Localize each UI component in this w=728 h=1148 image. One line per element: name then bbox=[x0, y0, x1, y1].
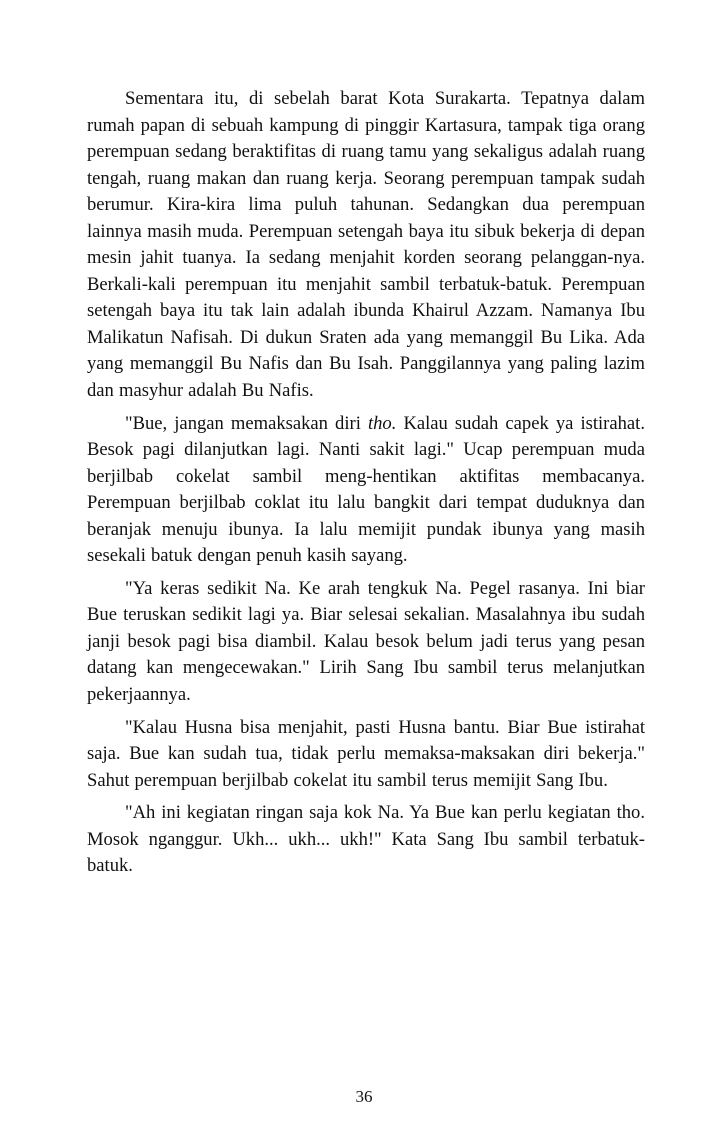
italic-word: tho. bbox=[367, 412, 397, 434]
paragraph-text: "Bue, jangan memaksakan diri bbox=[125, 412, 368, 434]
paragraph-text: "Ya keras sedikit Na. Ke arah tengkuk Na. Pegel rasanya. Ini biar Bue teruskan sedikit lagi ya. Biar selesai sekalian. Masalahnya ibu sudah janji besok pagi bisa diambil. Kalau besok belum jadi terus yang pesan datang kan mengecewakan." Lirih Sang Ibu sambil terus melanjutkan pekerjaannya. bbox=[87, 577, 645, 706]
paragraph-4 bbox=[87, 715, 645, 795]
paragraph-text: "Kalau Husna bisa menjahit, pasti Husna bantu. Biar Bue istirahat saja. Bue kan sudah tua, tidak perlu memaksa-maksakan diri bekerja." Sahut perempuan berjilbab cokelat itu sambil terus memijit Sang Ibu. bbox=[87, 716, 645, 791]
paragraph-text: Sementara itu, di sebelah barat Kota Surakarta. Tepatnya dalam rumah papan di sebuah kampung di pinggir Kartasura, tampak tiga orang perempuan sedang beraktifitas di ruang tamu yang sekaligus adalah ruang tengah, ruang makan dan ruang kerja. Seorang perempuan tampak sudah berumur. Kira-kira lima puluh tahunan. Sedangkan dua perempuan lainnya masih muda. Perempuan setengah baya itu sibuk bekerja di depan mesin jahit tuanya. Ia sedang menjahit korden seorang pelanggan-nya. Berkali-kali perempuan itu menjahit sambil terbatuk-batuk. Perempuan setengah baya itu tak lain adalah ibunda Khairul Azzam. Namanya Ibu Malikatun Nafisah. Di dukun Sraten ada yang memanggil Bu Lika. Ada yang memanggil Bu Nafis dan Bu Isah. Panggilannya yang paling lazim dan masyhur adalah Bu Nafis. bbox=[87, 88, 645, 402]
paragraph-text: "Ah ini kegiatan ringan saja kok Na. Ya Bue kan perlu kegiatan tho. Mosok nganggur. Ukh... ukh... ukh!" Kata Sang Ibu sambil terbatuk-batuk. bbox=[87, 802, 645, 877]
body-text bbox=[87, 86, 645, 880]
paragraph-1 bbox=[87, 86, 645, 405]
paragraph-text: Kalau sudah capek ya istirahat. Besok pagi dilanjutkan lagi. Nanti sakit lagi." Ucap perempuan muda berjilbab cokelat sambil meng-hentikan aktifitas membacanya. Perempuan berjilbab coklat itu lalu bangkit dari tempat duduknya dan beranjak menuju ibunya. Ia lalu memijit pundak ibunya yang masih sesekali batuk dengan penuh kasih sayang. bbox=[87, 412, 645, 567]
paragraph-3 bbox=[87, 576, 645, 709]
paragraph-2 bbox=[87, 411, 645, 570]
page-number: 36 bbox=[355, 1087, 373, 1106]
paragraph-5 bbox=[87, 800, 645, 880]
